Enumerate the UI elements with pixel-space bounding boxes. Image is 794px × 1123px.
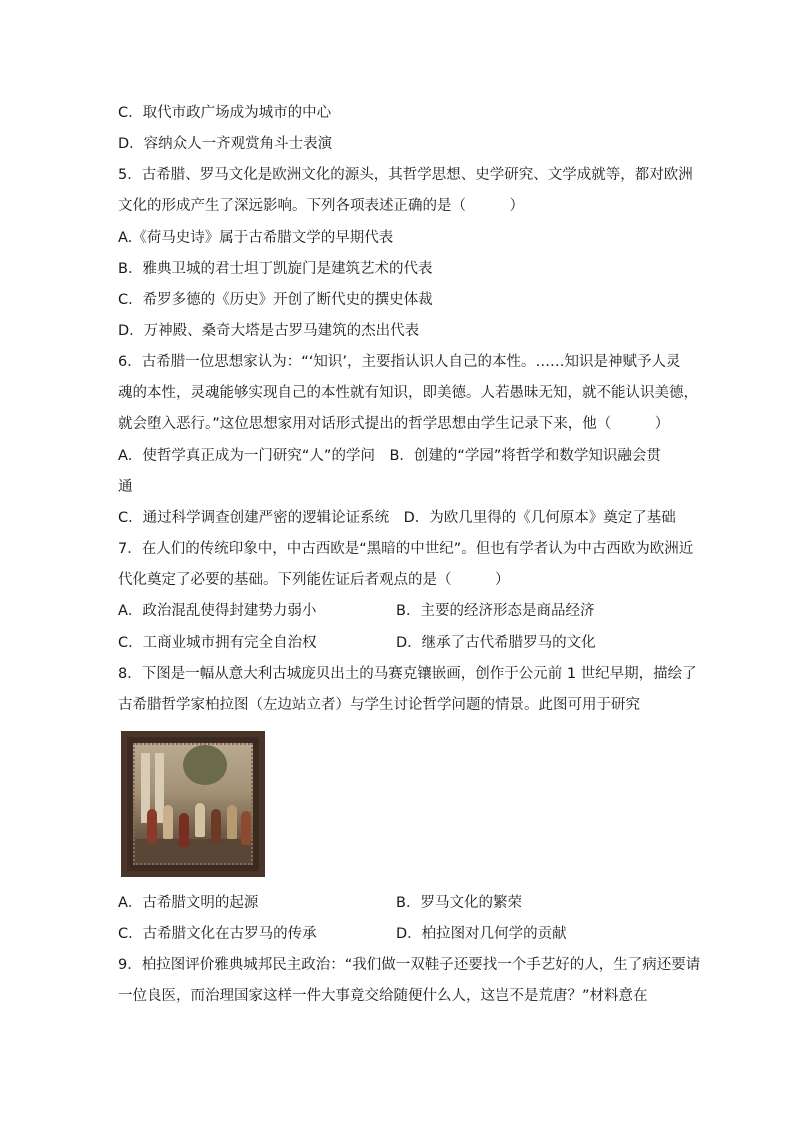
q7-option-a: A．政治混乱使得封建势力弱小 [118,603,317,619]
q7-stem-line1: 7．在人们的传统印象中，中古西欧是“黑暗的中世纪”。但也有学者认为中古西欧为欧洲近 [118,541,694,557]
plato-academy-mosaic-image [121,731,265,877]
q5-stem-line2: 文化的形成产生了深远影响。下列各项表述正确的是（ ） [118,198,524,214]
q4-option-d: D．容纳众人一齐观赏角斗士表演 [118,136,333,152]
q7-option-d: D．继承了古代希腊罗马的文化 [396,635,596,651]
q6-stem-line2: 魂的本性，灵魂能够实现自己的本性就有知识，即美德。人若愚昧无知，就不能认识美德， [118,385,698,401]
q8-stem-line2: 古希腊哲学家柏拉图（左边站立者）与学生讨论哲学问题的情景。此图可用于研究 [118,697,640,713]
q8-option-b: B．罗马文化的繁荣 [396,895,522,911]
q4-option-c: C．取代市政广场成为城市的中心 [118,105,332,121]
mosaic-scene [133,743,253,865]
mosaic-border [133,743,253,865]
q9-stem-line2: 一位良医，而治理国家这样一件大事竟交给随便什么人，这岂不是荒唐？”材料意在 [118,988,648,1004]
q5-option-d: D．万神殿、桑奇大塔是古罗马建筑的杰出代表 [118,323,420,339]
q6-stem-line1: 6．古希腊一位思想家认为：“‘知识’，主要指认识人自己的本性。……知识是神赋予人灵 [118,354,681,370]
q5-option-b: B．雅典卫城的君士坦丁凯旋门是建筑艺术的代表 [118,261,433,277]
q5-stem-line1: 5．古希腊、罗马文化是欧洲文化的源头，其哲学思想、史学研究、文学成就等，都对欧洲 [118,167,693,183]
q6-options-ab: A．使哲学真正成为一门研究“人”的学问 B．创建的“学园”将哲学和数学知识融会贯 [118,448,661,464]
q6-options-ab-wrap: 通 [118,479,133,495]
q6-options-cd: C．通过科学调查创建严密的逻辑论证系统 D．为欧几里得的《几何原本》奠定了基础 [118,510,676,526]
q7-stem-line2: 代化奠定了必要的基础。下列能佐证后者观点的是（ ） [118,572,510,588]
q7-option-c: C．工商业城市拥有完全自治权 [118,635,317,651]
q5-option-a: A.《荷马史诗》属于古希腊文学的早期代表 [118,230,394,246]
q6-stem-line3: 就会堕入恶行。”这位思想家用对话形式提出的哲学思想由学生记录下来，他（ ） [118,416,670,432]
q5-option-c: C．希罗多德的《历史》开创了断代史的撰史体裁 [118,292,433,308]
q7-option-b: B．主要的经济形态是商品经济 [396,603,595,619]
q8-option-c: C．古希腊文化在古罗马的传承 [118,926,317,942]
q8-option-d: D．柏拉图对几何学的贡献 [396,926,567,942]
q8-option-a: A．古希腊文明的起源 [118,895,259,911]
q8-stem-line1: 8．下图是一幅从意大利古城庞贝出土的马赛克镶嵌画，创作于公元前 1 世纪早期，描绘了 [118,666,697,682]
q9-stem-line1: 9．柏拉图评价雅典城邦民主政治：“我们做一双鞋子还要找一个手艺好的人，生了病还要请 [118,957,701,973]
